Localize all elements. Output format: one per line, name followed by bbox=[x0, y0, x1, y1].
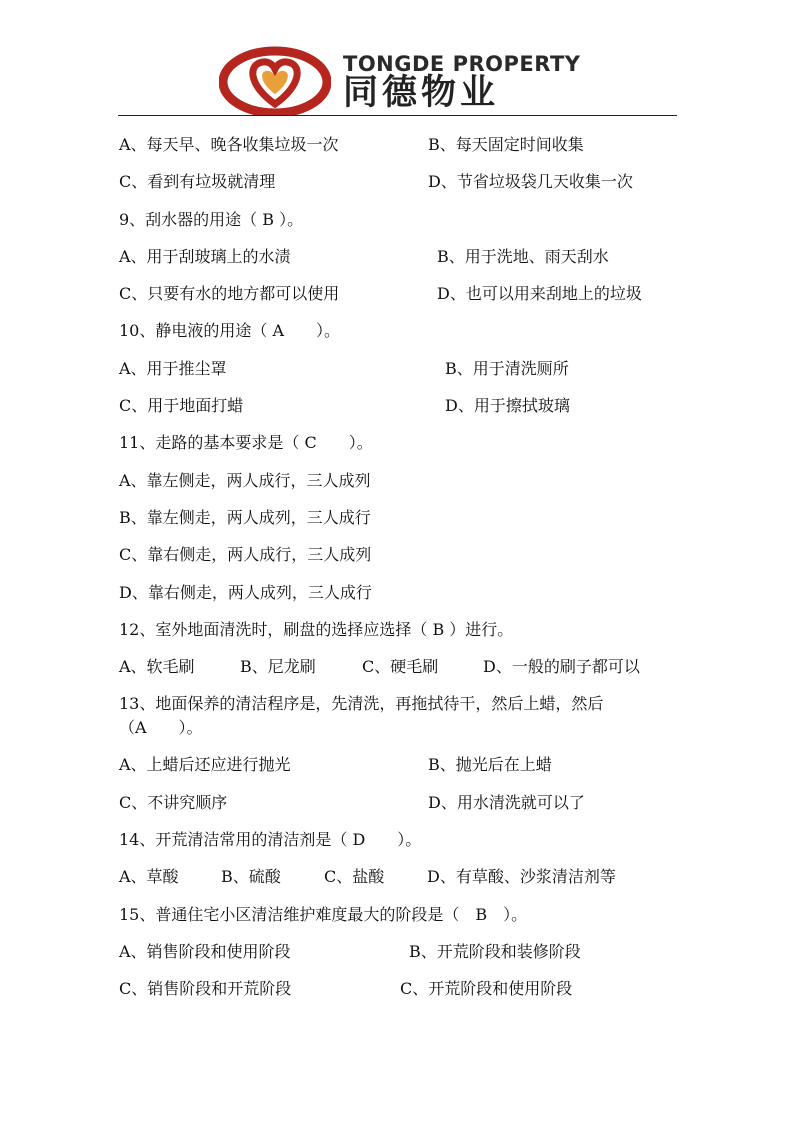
document-body bbox=[119, 126, 679, 1008]
question-11 bbox=[119, 424, 679, 461]
question-text: 11、走路的基本要求是（ C ）。 bbox=[119, 433, 373, 453]
option-c: C、靠右侧走，两人成行，三人成列 bbox=[119, 545, 372, 565]
option-b: B、用于清洗厕所 bbox=[445, 358, 569, 378]
option-d: D、靠右侧走，两人成列，三人成行 bbox=[119, 582, 372, 602]
option-row bbox=[119, 163, 679, 200]
option-a: A、上蜡后还应进行抛光 bbox=[119, 755, 291, 775]
option-d: D、一般的刷子都可以 bbox=[483, 657, 640, 677]
question-15 bbox=[119, 896, 679, 933]
option-row bbox=[119, 536, 679, 573]
option-a: A、用于刮玻璃上的水渍 bbox=[119, 246, 291, 266]
option-b: B、抛光后在上蜡 bbox=[428, 755, 552, 775]
option-b: B、尼龙刷 bbox=[240, 657, 316, 677]
option-row bbox=[119, 970, 679, 1007]
option-row bbox=[119, 387, 679, 424]
page-header bbox=[0, 0, 794, 118]
question-text: 13、地面保养的清洁程序是，先清洗，再拖拭待干，然后上蜡，然后（A ）。 bbox=[119, 694, 604, 738]
option-b: B、开荒阶段和装修阶段 bbox=[409, 941, 581, 961]
brand-name-chinese: 同德物业 bbox=[343, 73, 500, 113]
option-c: C、盐酸 bbox=[324, 867, 385, 887]
option-b: B、用于洗地、雨天刮水 bbox=[437, 246, 609, 266]
option-a: A、用于推尘罩 bbox=[119, 358, 227, 378]
option-b: B、硫酸 bbox=[221, 867, 281, 887]
option-row bbox=[119, 933, 679, 970]
option-a: A、靠左侧走，两人成行，三人成列 bbox=[119, 470, 371, 490]
option-row bbox=[119, 126, 679, 163]
option-c-alt: C、开荒阶段和使用阶段 bbox=[400, 979, 573, 999]
option-c: C、销售阶段和开荒阶段 bbox=[119, 979, 292, 999]
option-d: D、节省垃圾袋几天收集一次 bbox=[428, 172, 633, 192]
company-logo-icon bbox=[219, 46, 331, 116]
option-c: C、看到有垃圾就清理 bbox=[119, 172, 276, 192]
question-text: 9、刮水器的用途（ B ）。 bbox=[119, 209, 304, 229]
option-a: A、销售阶段和使用阶段 bbox=[119, 941, 291, 961]
option-c: C、硬毛刷 bbox=[362, 657, 439, 677]
option-row bbox=[119, 574, 679, 611]
option-a: A、每天早、晚各收集垃圾一次 bbox=[119, 135, 339, 154]
question-text: 10、静电液的用途（ A ）。 bbox=[119, 321, 341, 341]
question-text: 14、开荒清洁常用的清洁剂是（ D ）。 bbox=[119, 830, 422, 850]
option-d: D、用水清洗就可以了 bbox=[428, 792, 585, 812]
option-b: B、每天固定时间收集 bbox=[428, 135, 584, 154]
question-13 bbox=[119, 685, 679, 746]
option-d: D、有草酸、沙浆清洁剂等 bbox=[427, 867, 616, 887]
option-row bbox=[119, 784, 679, 821]
option-c: C、只要有水的地方都可以使用 bbox=[119, 284, 340, 304]
option-row bbox=[119, 648, 679, 685]
option-c: C、不讲究顺序 bbox=[119, 792, 228, 812]
question-text: 15、普通住宅小区清洁维护难度最大的阶段是（ B ）。 bbox=[119, 904, 528, 924]
question-text: 12、室外地面清洗时，刷盘的选择应选择（ B ）进行。 bbox=[119, 619, 514, 639]
option-row bbox=[119, 275, 679, 312]
brand-name-english: TONGDE PROPERTY bbox=[343, 52, 581, 76]
option-d: D、也可以用来刮地上的垃圾 bbox=[437, 284, 642, 304]
option-row bbox=[119, 350, 679, 387]
option-a: A、草酸 bbox=[119, 867, 179, 887]
option-d: D、用于擦拭玻璃 bbox=[445, 396, 570, 416]
option-row bbox=[119, 462, 679, 499]
option-c: C、用于地面打蜡 bbox=[119, 396, 244, 416]
option-row bbox=[119, 746, 679, 783]
option-row bbox=[119, 499, 679, 536]
option-row bbox=[119, 858, 679, 895]
header-divider bbox=[118, 115, 677, 116]
option-row bbox=[119, 238, 679, 275]
option-a: A、软毛刷 bbox=[119, 657, 195, 677]
question-12 bbox=[119, 611, 679, 648]
question-14 bbox=[119, 821, 679, 858]
question-10 bbox=[119, 312, 679, 349]
question-9 bbox=[119, 201, 679, 238]
option-b: B、靠左侧走，两人成列，三人成行 bbox=[119, 507, 371, 527]
